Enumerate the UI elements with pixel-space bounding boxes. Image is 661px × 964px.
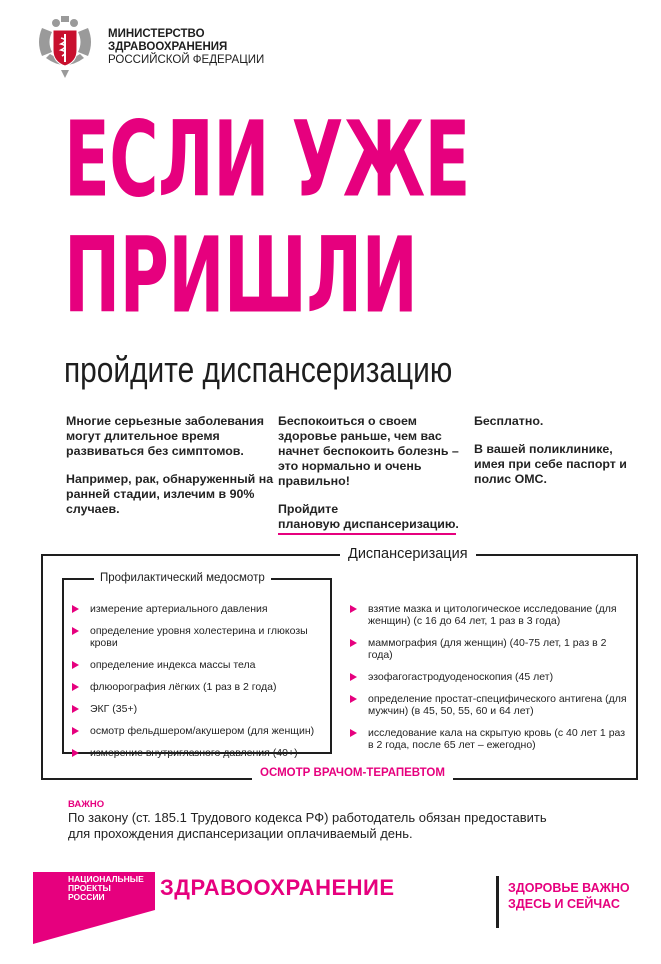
list-item <box>350 671 632 683</box>
triangle-bullet-icon <box>72 627 79 635</box>
triangle-bullet-icon <box>350 729 357 737</box>
headline-line-2: ПРИШЛИ <box>64 215 418 337</box>
info-col3-paragraph-2: В вашей поликлинике, имея при себе паспорт и полис ОМС. <box>474 442 627 486</box>
list-item-text: флюорография лёгких (1 раз в 2 года) <box>90 681 277 693</box>
info-col2-paragraph-1: Беспокоиться о своем здоровье раньше, чем вас начнет беспокоить болезнь – это нормально и очень правильно! <box>278 414 459 488</box>
dispanserization-title: Диспансеризация <box>340 544 476 564</box>
list-item <box>72 703 330 715</box>
headline-line-1: ЕСЛИ УЖЕ <box>64 99 470 221</box>
ministry-line-2: ЗДРАВООХРАНЕНИЯ <box>108 41 228 53</box>
triangle-bullet-icon <box>72 727 79 735</box>
triangle-bullet-icon <box>350 639 357 647</box>
dispanserization-list <box>350 603 632 761</box>
info-col3-paragraph-1: Бесплатно. <box>474 414 544 428</box>
info-col1-paragraph-2: Например, рак, обнаруженный на ранней стадии, излечим в 90% случаев. <box>66 472 274 516</box>
list-item <box>72 625 330 649</box>
subheadline: пройдите диспансеризацию <box>64 349 453 390</box>
medosmotr-title: Профилактический медосмотр <box>94 569 271 587</box>
national-projects-text <box>68 875 144 902</box>
emblem-icon <box>34 14 96 80</box>
list-item-text: эзофагогастродуоденоскопия (45 лет) <box>368 671 554 683</box>
info-col1-paragraph-1: Многие серьезные заболевания могут длительное время развиваться без симптомов. <box>66 414 264 458</box>
info-column-1 <box>66 414 276 530</box>
footer-divider <box>496 876 499 928</box>
triangle-bullet-icon <box>72 683 79 691</box>
list-item <box>72 747 330 759</box>
triangle-bullet-icon <box>350 605 357 613</box>
triangle-bullet-icon <box>72 749 79 757</box>
list-item-text: взятие мазка и цитологическое исследование (для женщин) (с 16 до 64 лет, 1 раз в 3 года) <box>368 603 617 627</box>
list-item-text: определение индекса массы тела <box>90 659 256 671</box>
list-item-text: измерение артериального давления <box>90 603 268 615</box>
list-item-text: измерение внутриглазного давления (40+) <box>90 747 298 759</box>
info-col2-cta-lead: Пройдите <box>278 502 339 516</box>
list-item <box>350 727 632 751</box>
info-column-2 <box>278 414 468 548</box>
list-item-text: ЭКГ (35+) <box>90 703 138 715</box>
cta-underline <box>278 533 456 535</box>
list-item-text: определение уровня холестерина и глюкозы крови <box>90 625 308 649</box>
slogan <box>508 880 630 912</box>
np-line-1: НАЦИОНАЛЬНЫЕ <box>68 874 144 884</box>
list-item <box>350 693 632 717</box>
triangle-bullet-icon <box>72 705 79 713</box>
info-col2-cta <box>278 502 468 535</box>
slogan-line-2: ЗДЕСЬ И СЕЙЧАС <box>508 897 620 911</box>
therapist-exam-label: ОСМОТР ВРАЧОМ-ТЕРАПЕВТОМ <box>252 764 453 782</box>
triangle-bullet-icon <box>350 695 357 703</box>
ministry-line-1: МИНИСТЕРСТВО <box>108 28 205 40</box>
list-item <box>350 603 632 627</box>
medosmotr-list <box>72 603 330 769</box>
list-item-text: исследование кала на скрытую кровь (с 40 лет 1 раз в 2 года, после 65 лет – ежегодно) <box>368 727 626 751</box>
triangle-bullet-icon <box>72 661 79 669</box>
important-label: ВАЖНО <box>68 799 105 810</box>
np-line-3: РОССИИ <box>68 892 105 902</box>
list-item-text: определение простат-специфического антигена (для мужчин) (в 45, 50, 55, 60 и 64 лет) <box>368 693 627 717</box>
triangle-bullet-icon <box>72 605 79 613</box>
list-item <box>72 681 330 693</box>
slogan-line-1: ЗДОРОВЬЕ ВАЖНО <box>508 881 630 895</box>
list-item <box>72 603 330 615</box>
list-item <box>72 725 330 737</box>
np-line-2: ПРОЕКТЫ <box>68 883 111 893</box>
list-item <box>350 637 632 661</box>
important-text: По закону (ст. 185.1 Трудового кодекса РФ) работодатель обязан предоставить для прохождения диспансеризации оплачиваемый день. <box>68 810 547 841</box>
triangle-bullet-icon <box>350 673 357 681</box>
ministry-name <box>108 28 264 67</box>
list-item-text: осмотр фельдшером/акушером (для женщин) <box>90 725 315 737</box>
info-col2-cta-emphasis: плановую диспансеризацию. <box>278 517 459 531</box>
project-name: ЗДРАВООХРАНЕНИЕ <box>160 875 395 900</box>
list-item-text: маммография (для женщин) (40-75 лет, 1 раз в 2 года) <box>368 637 607 661</box>
info-column-3 <box>474 414 639 500</box>
ministry-line-3: РОССИЙСКОЙ ФЕДЕРАЦИИ <box>108 54 265 66</box>
list-item <box>72 659 330 671</box>
